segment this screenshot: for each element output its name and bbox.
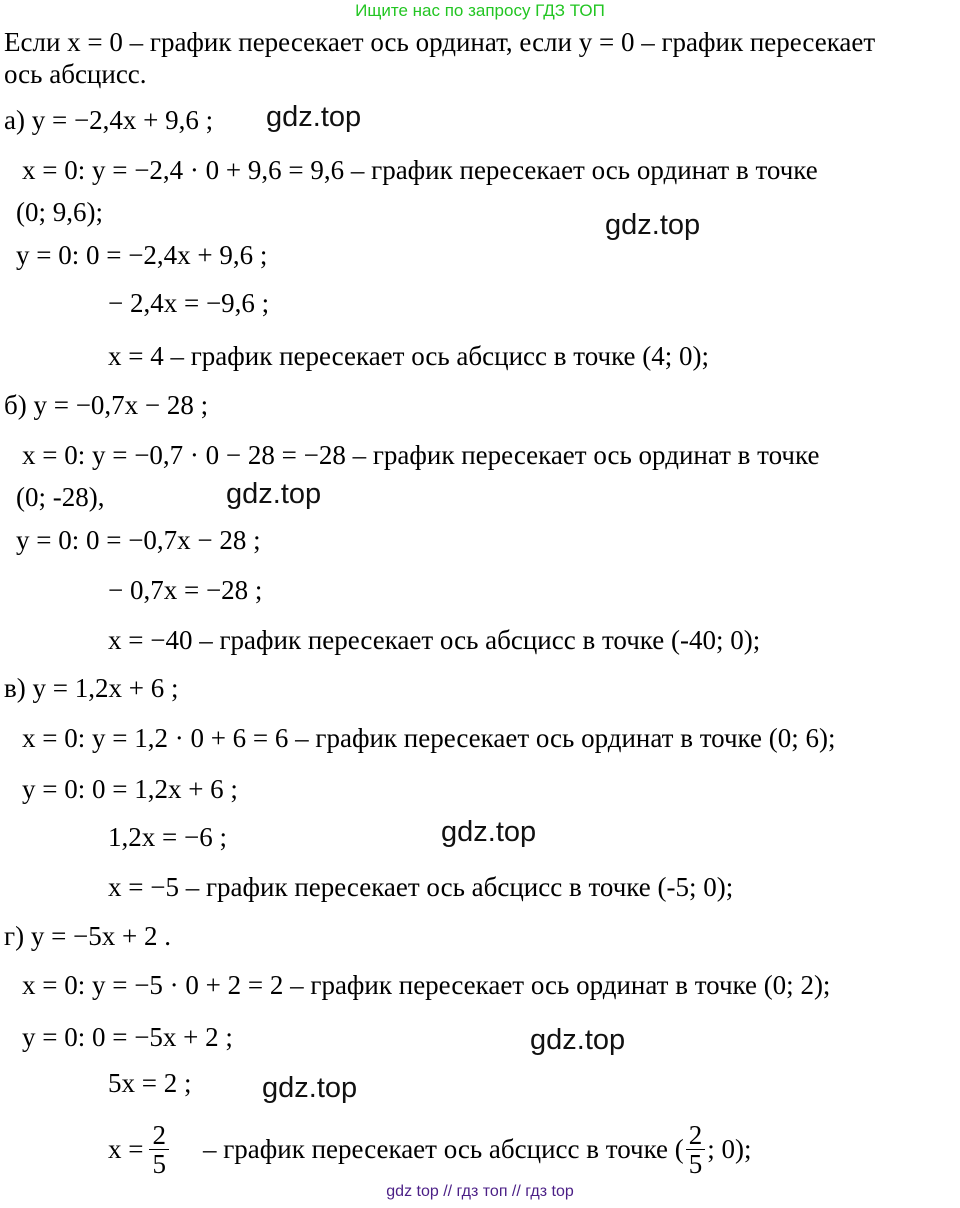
part-b-step: − 0,7x = −28 ; [108, 575, 263, 605]
watermark: gdz.top [441, 816, 537, 848]
fraction-denominator: 5 [688, 1148, 703, 1179]
part-g-header: г) y = −5x + 2 . [4, 921, 171, 951]
watermark: gdz.top [605, 209, 701, 241]
part-g-y0: y = 0: 0 = −5x + 2 ; [22, 1022, 233, 1052]
part-v-result: x = −5 – график пересекает ось абсцисс в точке (-5; 0); [108, 872, 734, 902]
part-a-y0: y = 0: 0 = −2,4x + 9,6 ; [16, 240, 268, 270]
part-v-x0: x = 0: y = 1,2 · 0 + 6 = 6 – график пересекает ось ординат в точке (0; 6); [22, 723, 836, 753]
intro-line-2: ось абсцисс. [4, 59, 147, 89]
watermark: gdz.top [530, 1024, 626, 1056]
part-b-x0-cont: (0; -28), [16, 482, 105, 512]
part-b-result: x = −40 – график пересекает ось абсцисс в точке (-40; 0); [108, 625, 761, 655]
part-b-x0: x = 0: y = −0,7 · 0 − 28 = −28 – график пересекает ось ординат в точке [22, 440, 820, 470]
part-g-result-lhs: x = [108, 1134, 144, 1164]
part-a-result: x = 4 – график пересекает ось абсцисс в точке (4; 0); [108, 341, 709, 371]
watermark: gdz.top [262, 1072, 358, 1104]
fraction [149, 1121, 169, 1178]
part-a-header: а) y = −2,4x + 9,6 ; [4, 105, 214, 135]
part-b-header: б) y = −0,7x − 28 ; [4, 390, 209, 420]
bottom-banner[interactable]: gdz top // гдз топ // гдз top [386, 1183, 574, 1200]
fraction-denominator: 5 [152, 1148, 166, 1179]
watermark: gdz.top [266, 101, 362, 133]
part-a-step: − 2,4x = −9,6 ; [108, 288, 270, 318]
fraction [686, 1121, 706, 1178]
part-v-y0: y = 0: 0 = 1,2x + 6 ; [22, 774, 238, 804]
part-b-y0: y = 0: 0 = −0,7x − 28 ; [16, 525, 261, 555]
part-g-result-tail: ; 0); [707, 1134, 752, 1164]
part-v-header: в) y = 1,2x + 6 ; [4, 673, 179, 703]
part-a-x0-cont: (0; 9,6); [16, 197, 103, 227]
fraction-numerator: 2 [686, 1121, 706, 1150]
part-g-result-mid: – график пересекает ось абсцисс в точке ( [202, 1134, 684, 1164]
fraction-numerator: 2 [149, 1121, 169, 1150]
part-g-result [108, 1114, 752, 1184]
part-v-step: 1,2x = −6 ; [108, 822, 227, 852]
part-a-x0: x = 0: y = −2,4 · 0 + 9,6 = 9,6 – график пересекает ось ординат в точке [22, 155, 818, 185]
part-g-step: 5x = 2 ; [108, 1068, 192, 1098]
intro-line-1: Если x = 0 – график пересекает ось ординат, если y = 0 – график пересекает [4, 27, 876, 57]
watermark: gdz.top [226, 478, 322, 510]
top-banner[interactable]: Ищите нас по запросу ГДЗ ТОП [355, 1, 605, 20]
part-g-x0: x = 0: y = −5 · 0 + 2 = 2 – график пересекает ось ординат в точке (0; 2); [22, 970, 831, 1000]
